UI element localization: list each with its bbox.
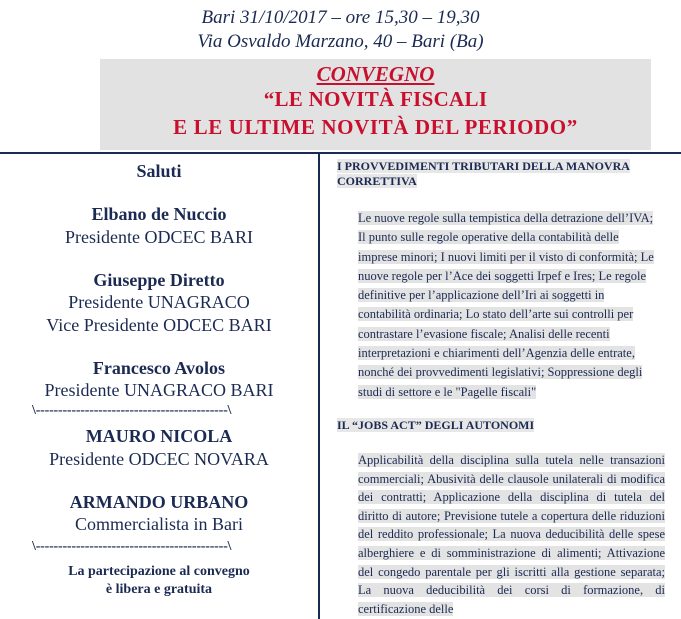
body-line: interpretazioni e chiarimenti dell’Agenzia delle entrate,: [358, 346, 635, 361]
section-body: Applicabilità della disciplina sulla tutela nelle transazioni commerciali; Abusività delle clausole unilaterali di modifica dei contratti; Applicazione della disciplina di tutela del diritto di autore; Previsione tutele a copertura delle riduzioni del reddito professionale; La nuova deducibilità delle spese alberghiere e di somministrazione di alimenti; Attivazione del congedo parentale per gli iscritti alla gestione separata; La nuova deducibilità dei corsi di formazione, di certificazione delle: [358, 453, 665, 616]
body-line: Le nuove regole sulla tempistica della detrazione dell’IVA;: [358, 211, 654, 225]
speaker-role: Vice Presidente ODCEC BARI: [46, 315, 272, 335]
topics-column: [320, 153, 681, 619]
participation-note-line-1: La partecipazione al convegno: [68, 564, 250, 579]
section-title: I PROVVEDIMENTI TRIBUTARI DELLA MANOVRA CORRETTIVA: [337, 159, 630, 188]
body-line: Il punto sulle regole operative della contabilità delle: [358, 230, 619, 245]
relatore-role: Commercialista in Bari: [75, 514, 243, 534]
body-line: nonché dei provvedimenti legislativi; Soppressione degli: [358, 365, 643, 380]
title-banner: [100, 59, 651, 150]
body-line: definitive per l’applicazione dell’Iri ai soggetti in: [358, 288, 605, 303]
body-line: studi di settore e le "Pagelle fiscali": [358, 384, 537, 399]
body-line: imprese minori; I nuovi limiti per il visto di conformità; Le: [358, 249, 654, 264]
body-line: contrastare l’evasione fiscale; Analisi delle recenti: [358, 326, 610, 341]
speaker-role: Presidente ODCEC BARI: [65, 227, 253, 247]
speaker-role: Presidente UNAGRACO BARI: [44, 380, 274, 400]
separator-line: \-------------------------------------------\: [32, 403, 232, 418]
event-date-time: Bari 31/10/2017 – ore 15,30 – 19,30: [201, 7, 480, 28]
banner-title-line-1: “LE NOVITÀ FISCALI: [263, 87, 488, 111]
convegno-label: CONVEGNO: [316, 62, 435, 86]
banner-title-line-2: E LE ULTIME NOVITÀ DEL PERIODO”: [173, 115, 578, 139]
section-title: IL “JOBS ACT” DEGLI AUTONOMI: [337, 418, 535, 432]
relatore-name: MAURO NICOLA: [85, 426, 233, 446]
event-address: Via Osvaldo Marzano, 40 – Bari (Ba): [197, 31, 484, 52]
separator-line: \-------------------------------------------\: [32, 539, 232, 554]
participation-note-line-2: è libera e gratuita: [105, 582, 213, 597]
body-line: nuove regole per l’Ace dei soggetti Irpef e Ires; Le regole: [358, 268, 647, 283]
relatore-role: Presidente ODCEC NOVARA: [49, 449, 269, 469]
speaker-name: Elbano de Nuccio: [91, 204, 227, 224]
speaker-name: Giuseppe Diretto: [93, 270, 225, 290]
saluti-heading: Saluti: [136, 161, 182, 181]
relatore-name: ARMANDO URBANO: [69, 492, 249, 512]
speaker-role: Presidente UNAGRACO: [68, 292, 250, 312]
speaker-name: Francesco Avolos: [92, 358, 226, 378]
section-body: [358, 209, 678, 402]
speakers-column: [0, 153, 318, 619]
body-line: contabilità ordinaria; Lo stato dell’arte sui controlli per: [358, 307, 634, 322]
